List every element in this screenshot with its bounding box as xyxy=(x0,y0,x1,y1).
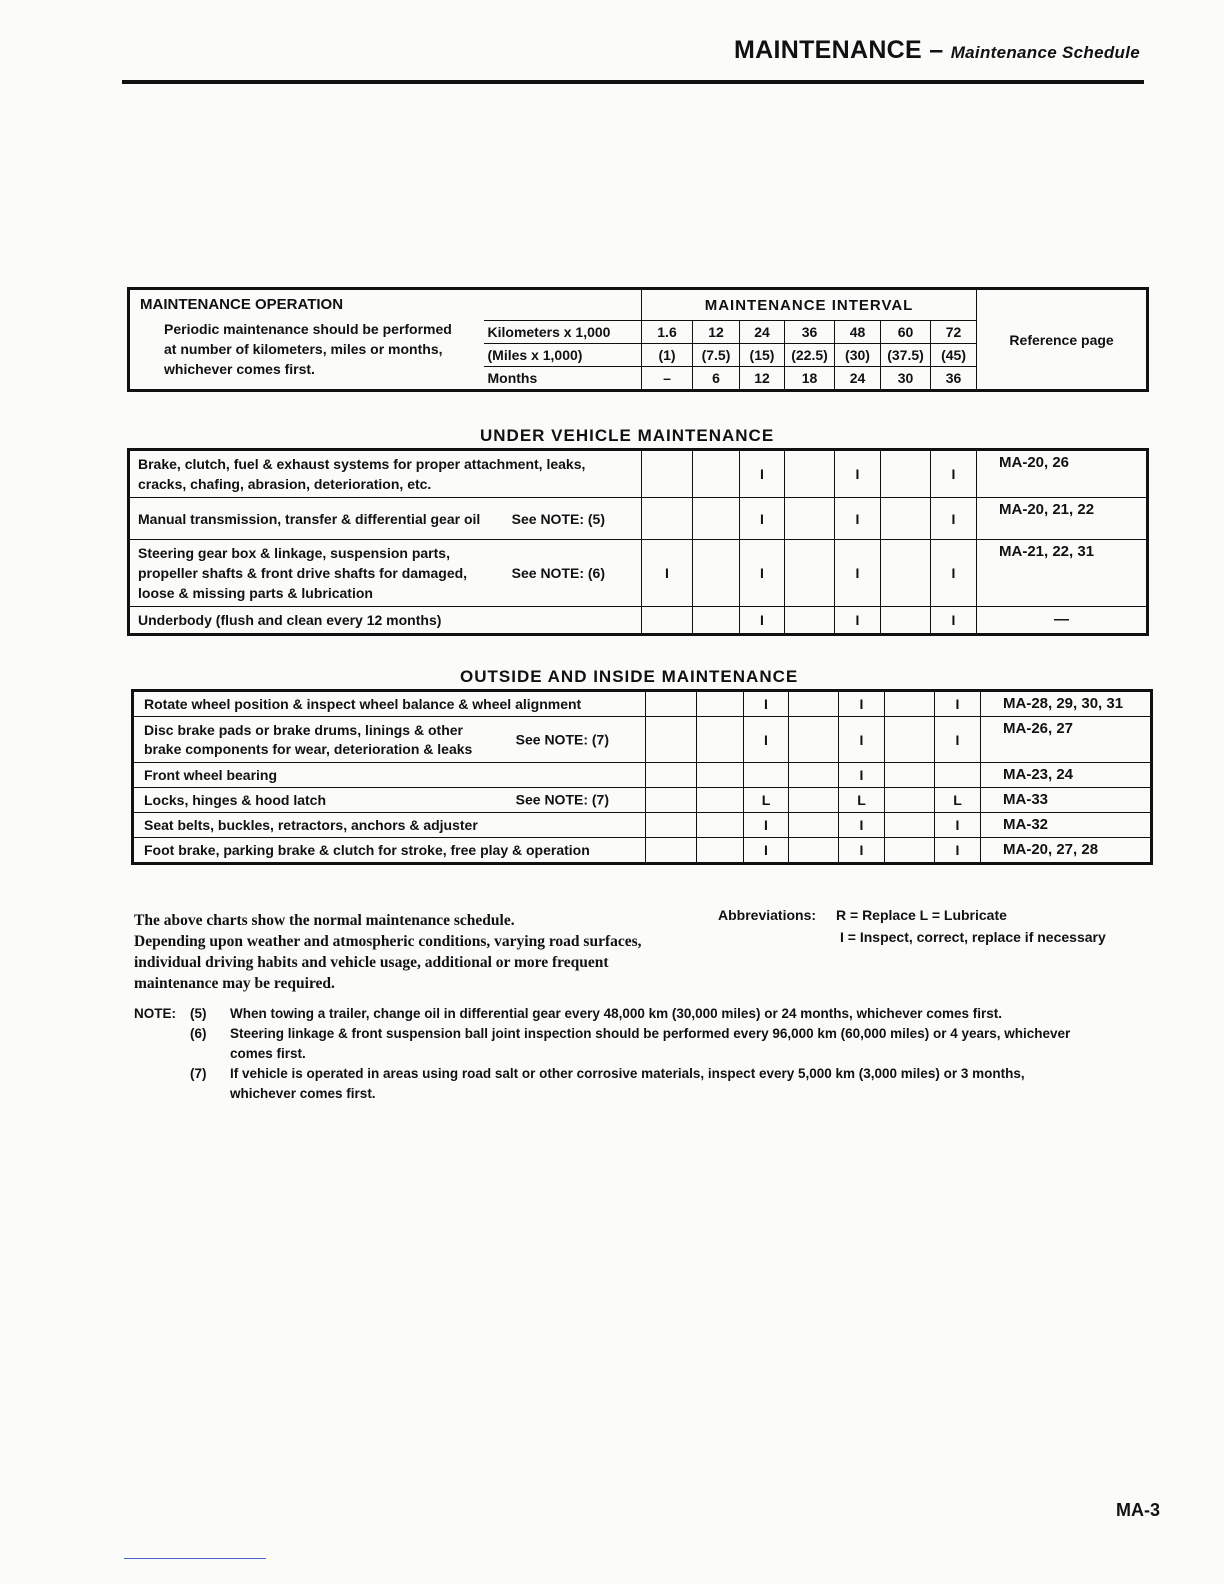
interval-miles-cell: (15) xyxy=(740,344,785,367)
schedule-row xyxy=(133,813,1152,838)
interval-mark xyxy=(885,788,935,813)
interval-mark: I xyxy=(740,498,785,540)
schedule-row xyxy=(133,717,1152,763)
operation-description xyxy=(133,813,646,838)
interval-mark xyxy=(697,838,744,864)
interval-months-cell: 12 xyxy=(740,367,785,391)
interval-mark: I xyxy=(744,813,789,838)
interval-mark xyxy=(642,607,693,635)
header-rule xyxy=(122,80,1144,84)
schedule-explanation xyxy=(134,910,694,994)
interval-mark xyxy=(785,450,835,498)
operation-description xyxy=(129,540,642,607)
interval-mark xyxy=(646,691,697,717)
see-note-ref: See NOTE: (6) xyxy=(511,565,605,581)
interval-mark xyxy=(693,450,740,498)
interval-mark xyxy=(693,540,740,607)
reference-page: MA-26, 27 xyxy=(981,717,1152,763)
operation-text: Seat belts, buckles, retractors, anchors & adjuster xyxy=(144,816,478,833)
interval-miles-cell: (22.5) xyxy=(785,344,835,367)
interval-mark xyxy=(646,813,697,838)
interval-mark: I xyxy=(931,450,977,498)
reference-page: MA-20, 27, 28 xyxy=(981,838,1152,864)
see-note-ref: See NOTE: (5) xyxy=(511,510,605,527)
schedule-row xyxy=(133,691,1152,717)
operation-description xyxy=(133,763,646,788)
interval-mark xyxy=(789,788,839,813)
interval-months-cell: 6 xyxy=(693,367,740,391)
interval-mark xyxy=(697,763,744,788)
interval-miles-cell: (30) xyxy=(835,344,881,367)
interval-mark xyxy=(881,607,931,635)
under-vehicle-table xyxy=(127,448,1149,636)
operation-description xyxy=(129,498,642,540)
interval-mark: I xyxy=(642,540,693,607)
note-text: When towing a trailer, change oil in differential gear every 48,000 km (30,000 miles) or 24 months, whichever comes first. xyxy=(230,1006,1003,1021)
maintenance-operation-title: MAINTENANCE OPERATION xyxy=(140,296,344,313)
interval-mark xyxy=(697,717,744,763)
interval-mark xyxy=(789,691,839,717)
interval-mark: I xyxy=(935,813,981,838)
see-note-ref: See NOTE: (7) xyxy=(515,731,609,747)
notes-block xyxy=(134,1004,1094,1104)
abbreviations-label: Abbreviations: xyxy=(718,907,817,923)
note-number: (5) xyxy=(190,1006,207,1021)
interval-mark xyxy=(885,838,935,864)
operation-text: Underbody (flush and clean every 12 months) xyxy=(138,612,442,628)
outside-inside-table xyxy=(131,689,1153,865)
interval-mark: I xyxy=(931,498,977,540)
interval-mark xyxy=(885,813,935,838)
interval-mark xyxy=(697,813,744,838)
abbreviations-line-2: I = Inspect, correct, replace if necessary xyxy=(840,929,1106,945)
operation-text: Rotate wheel position & inspect wheel balance & wheel alignment xyxy=(144,695,582,712)
interval-months-cell: 18 xyxy=(785,367,835,391)
interval-km-cell: 48 xyxy=(835,321,881,344)
reference-page: MA-21, 22, 31 xyxy=(977,540,1148,607)
schedule-row xyxy=(133,763,1152,788)
explanation-line: maintenance may be required. xyxy=(134,975,335,992)
schedule-row xyxy=(133,788,1152,813)
interval-mark: I xyxy=(740,607,785,635)
interval-mark xyxy=(642,498,693,540)
interval-mark xyxy=(885,717,935,763)
reference-page: MA-20, 26 xyxy=(977,450,1148,498)
explanation-line: Depending upon weather and atmospheric conditions, varying road surfaces, xyxy=(134,933,642,950)
reference-page: MA-23, 24 xyxy=(981,763,1152,788)
operation-description xyxy=(133,691,646,717)
interval-mark xyxy=(789,763,839,788)
interval-months-cell: 24 xyxy=(835,367,881,391)
title-dash: – xyxy=(922,36,951,64)
interval-mark: I xyxy=(835,498,881,540)
interval-mark: I xyxy=(931,607,977,635)
reference-page: MA-32 xyxy=(981,813,1152,838)
schedule-row xyxy=(129,498,1148,540)
interval-mark xyxy=(785,607,835,635)
interval-mark xyxy=(885,691,935,717)
interval-miles-cell: (7.5) xyxy=(693,344,740,367)
interval-mark xyxy=(693,607,740,635)
maintenance-operation-cell xyxy=(129,289,484,391)
interval-mark xyxy=(789,813,839,838)
interval-mark xyxy=(744,763,789,788)
interval-km-cell: 1.6 xyxy=(642,321,693,344)
interval-mark: I xyxy=(839,763,885,788)
interval-km-cell: 72 xyxy=(931,321,977,344)
note-7 xyxy=(134,1064,1094,1104)
note-6 xyxy=(134,1024,1094,1064)
explanation-line: The above charts show the normal maintenance schedule. xyxy=(134,912,515,929)
interval-mark: I xyxy=(740,540,785,607)
operation-description xyxy=(133,717,646,763)
page-title: MAINTENANCE xyxy=(733,36,923,64)
interval-mark xyxy=(693,498,740,540)
interval-km-cell: 60 xyxy=(881,321,931,344)
page-number: MA-3 xyxy=(1116,1500,1160,1520)
notes-label: NOTE: xyxy=(134,1006,176,1021)
interval-months-cell: 30 xyxy=(881,367,931,391)
interval-mark xyxy=(881,540,931,607)
op-text-line: whichever comes first. xyxy=(164,361,315,377)
interval-months-cell: 36 xyxy=(931,367,977,391)
interval-mark xyxy=(881,498,931,540)
interval-mark xyxy=(646,717,697,763)
schedule-row xyxy=(129,540,1148,607)
interval-mark xyxy=(646,788,697,813)
operation-text: Locks, hinges & hood latch xyxy=(144,791,327,808)
interval-mark: I xyxy=(839,691,885,717)
note-text: If vehicle is operated in areas using road salt or other corrosive materials, inspect every 5,000 km (3,000 miles) or 3 months, whichever comes first. xyxy=(230,1066,1025,1101)
op-text-line: Periodic maintenance should be performed xyxy=(164,321,452,337)
note-number: (7) xyxy=(190,1066,207,1081)
reference-page: — xyxy=(977,607,1148,635)
interval-mark xyxy=(785,540,835,607)
operation-text: Steering gear box & linkage, suspension parts, propeller shafts & front drive shafts for damaged, loose & missing parts & lubrication xyxy=(138,545,468,601)
schedule-row xyxy=(129,450,1148,498)
interval-mark: I xyxy=(931,540,977,607)
note-5 xyxy=(134,1004,1094,1024)
interval-mark: I xyxy=(839,838,885,864)
operation-description xyxy=(129,450,642,498)
explanation-line: individual driving habits and vehicle usage, additional or more frequent xyxy=(134,954,609,971)
under-vehicle-title: UNDER VEHICLE MAINTENANCE xyxy=(480,426,775,445)
op-text-line: at number of kilometers, miles or months, xyxy=(164,341,443,357)
units-km-label: Kilometers x 1,000 xyxy=(484,321,642,344)
units-spacer xyxy=(484,289,642,321)
interval-mark xyxy=(789,717,839,763)
units-months-label: Months xyxy=(484,367,642,391)
interval-km-cell: 24 xyxy=(740,321,785,344)
interval-mark: L xyxy=(935,788,981,813)
interval-mark: I xyxy=(839,813,885,838)
note-number: (6) xyxy=(190,1026,207,1041)
interval-mark xyxy=(935,763,981,788)
operation-text: Disc brake pads or brake drums, linings & other brake components for wear, deterioration & leaks xyxy=(144,721,473,757)
schedule-row xyxy=(133,838,1152,864)
schedule-header-table xyxy=(127,287,1149,392)
reference-page-header: Reference page xyxy=(977,289,1148,391)
interval-mark xyxy=(642,450,693,498)
maintenance-interval-title: MAINTENANCE INTERVAL xyxy=(642,289,977,321)
abbreviations xyxy=(718,904,1106,948)
interval-mark xyxy=(697,788,744,813)
operation-description xyxy=(129,607,642,635)
note-text: Steering linkage & front suspension ball joint inspection should be performed every 96,000 km (60,000 miles) or 4 years, whichever comes first. xyxy=(230,1026,1071,1061)
interval-mark: I xyxy=(835,607,881,635)
interval-mark: I xyxy=(835,540,881,607)
interval-mark: L xyxy=(744,788,789,813)
interval-mark: I xyxy=(835,450,881,498)
interval-miles-cell: (1) xyxy=(642,344,693,367)
interval-km-cell: 36 xyxy=(785,321,835,344)
interval-mark xyxy=(789,838,839,864)
operation-text: Manual transmission, transfer & differential gear oil xyxy=(138,510,481,527)
interval-mark xyxy=(885,763,935,788)
operation-description xyxy=(133,788,646,813)
see-note-ref: See NOTE: (7) xyxy=(515,791,609,808)
abbreviations-line-1: R = Replace L = Lubricate xyxy=(836,907,1007,923)
interval-mark: I xyxy=(740,450,785,498)
interval-mark: I xyxy=(744,717,789,763)
reference-page: MA-33 xyxy=(981,788,1152,813)
maintenance-operation-text xyxy=(140,319,474,379)
interval-mark xyxy=(785,498,835,540)
page-subtitle: Maintenance Schedule xyxy=(950,43,1140,62)
interval-months-cell: – xyxy=(642,367,693,391)
interval-mark xyxy=(697,691,744,717)
bottom-rule xyxy=(124,1558,266,1559)
interval-mark xyxy=(646,763,697,788)
interval-mark: I xyxy=(744,691,789,717)
schedule-row xyxy=(129,607,1148,635)
operation-description xyxy=(133,838,646,864)
interval-mark: I xyxy=(935,691,981,717)
interval-mark: I xyxy=(744,838,789,864)
operation-text: Front wheel bearing xyxy=(144,766,278,783)
interval-miles-cell: (37.5) xyxy=(881,344,931,367)
reference-page: MA-20, 21, 22 xyxy=(977,498,1148,540)
units-miles-label: (Miles x 1,000) xyxy=(484,344,642,367)
interval-mark xyxy=(646,838,697,864)
interval-mark: I xyxy=(839,717,885,763)
reference-page: MA-28, 29, 30, 31 xyxy=(981,691,1152,717)
page-header xyxy=(734,36,1140,65)
interval-miles-cell: (45) xyxy=(931,344,977,367)
interval-mark xyxy=(881,450,931,498)
interval-mark: L xyxy=(839,788,885,813)
interval-mark: I xyxy=(935,717,981,763)
interval-km-cell: 12 xyxy=(693,321,740,344)
outside-inside-title: OUTSIDE AND INSIDE MAINTENANCE xyxy=(460,667,799,686)
operation-text: Brake, clutch, fuel & exhaust systems for proper attachment, leaks, cracks, chafing, abrasion, deterioration, etc. xyxy=(138,456,586,492)
interval-mark: I xyxy=(935,838,981,864)
operation-text: Foot brake, parking brake & clutch for stroke, free play & operation xyxy=(144,841,590,858)
